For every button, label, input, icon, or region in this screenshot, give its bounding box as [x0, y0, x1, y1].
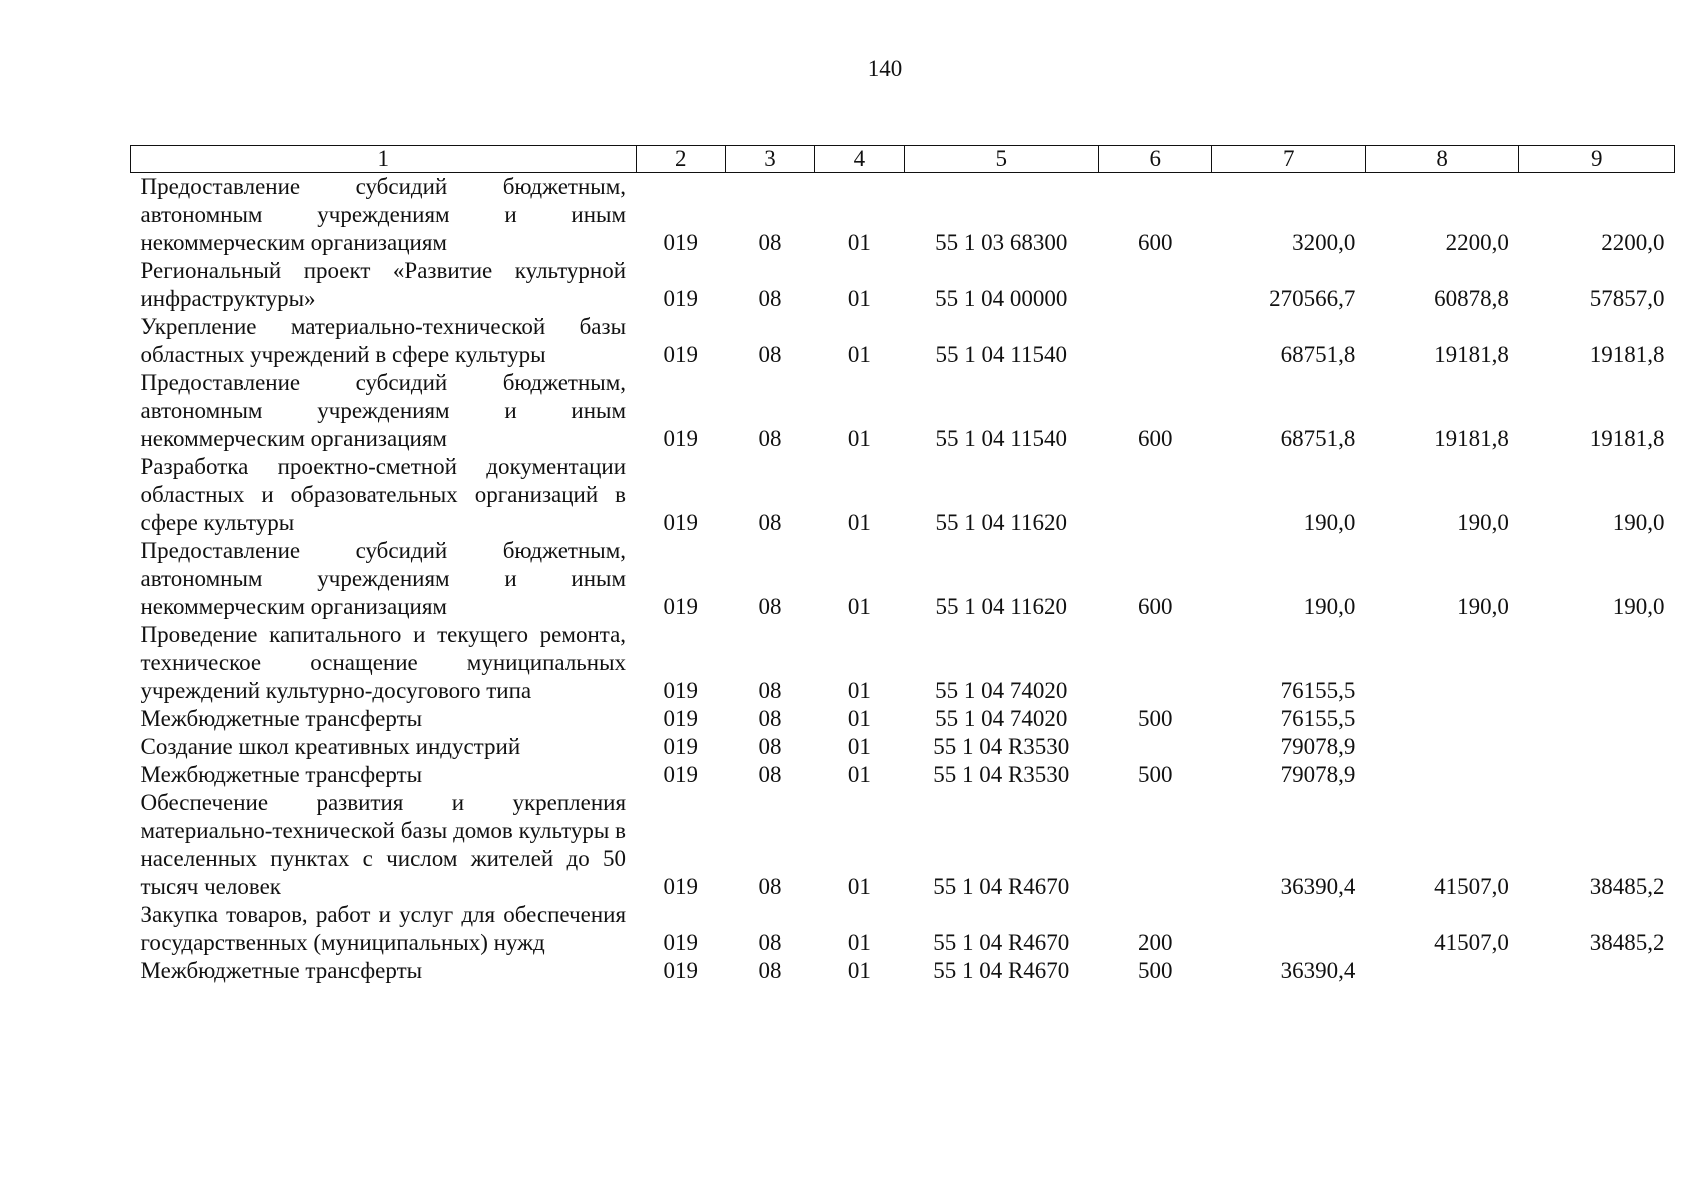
- row-expense-type: [1098, 313, 1212, 369]
- table-row: [131, 173, 1675, 258]
- row-ministry-code: 019: [663, 342, 698, 367]
- row-expense-type: [1098, 621, 1212, 705]
- page-number: 140: [867, 56, 903, 81]
- row-section-code: 08: [758, 426, 782, 451]
- row-amount-year-1: [1212, 901, 1365, 957]
- row-name: Предоставление субсидий бюджетным, автономным учреждениям и иным некоммерческим организациям: [140, 174, 627, 255]
- row-amount-year-3: 190,0: [1612, 510, 1665, 535]
- row-amount-year-1: 68751,8: [1280, 426, 1356, 451]
- row-amount-year-2: 19181,8: [1434, 426, 1509, 451]
- row-ministry-code: 019: [663, 510, 698, 535]
- table-row: [131, 537, 1675, 621]
- row-amount-year-2: [1365, 957, 1518, 985]
- row-section-code: 08: [758, 594, 782, 619]
- row-section-code: 08: [758, 286, 782, 311]
- row-amount-year-2: 60878,8: [1434, 286, 1509, 311]
- row-expense-type: 600: [1137, 230, 1173, 255]
- row-expense-type: 200: [1137, 930, 1173, 955]
- row-amount-year-2: 2200,0: [1445, 230, 1509, 255]
- row-amount-year-3: [1519, 705, 1675, 733]
- row-expense-type: 600: [1137, 426, 1173, 451]
- row-amount-year-2: [1365, 733, 1518, 761]
- row-amount-year-2: 190,0: [1457, 594, 1509, 619]
- row-amount-year-1: 68751,8: [1280, 342, 1356, 367]
- row-amount-year-2: [1365, 621, 1518, 705]
- header-col-6: 6: [1098, 146, 1212, 173]
- table-row: [131, 901, 1675, 957]
- row-ministry-code: 019: [663, 930, 698, 955]
- row-subsection-code: 01: [847, 958, 871, 983]
- row-section-code: 08: [758, 230, 782, 255]
- row-ministry-code: 019: [663, 734, 698, 759]
- row-amount-year-2: 41507,0: [1434, 874, 1509, 899]
- row-name: Создание школ креативных индустрий: [140, 734, 521, 759]
- row-subsection-code: 01: [847, 762, 871, 787]
- budget-table: [130, 145, 1675, 985]
- row-ministry-code: 019: [663, 426, 698, 451]
- row-expense-type: [1098, 789, 1212, 901]
- row-target-code: 55 1 04 R4670: [933, 874, 1070, 899]
- row-target-code: 55 1 04 R4670: [933, 930, 1070, 955]
- row-amount-year-3: 190,0: [1612, 594, 1665, 619]
- row-section-code: 08: [758, 678, 782, 703]
- row-amount-year-1: 190,0: [1303, 510, 1356, 535]
- table-body: [131, 173, 1675, 986]
- row-target-code: 55 1 04 11620: [935, 594, 1067, 619]
- row-name: Проведение капитального и текущего ремонта, техническое оснащение муниципальных учреждений культурно-досугового типа: [140, 622, 627, 703]
- row-target-code: 55 1 04 74020: [935, 678, 1068, 703]
- row-amount-year-1: 36390,4: [1280, 958, 1356, 983]
- table-row: [131, 621, 1675, 705]
- row-amount-year-1: 36390,4: [1280, 874, 1356, 899]
- row-ministry-code: 019: [663, 706, 698, 731]
- row-ministry-code: 019: [663, 958, 698, 983]
- row-amount-year-1: 270566,7: [1269, 286, 1356, 311]
- table-row: [131, 705, 1675, 733]
- row-amount-year-1: 79078,9: [1280, 734, 1356, 759]
- row-amount-year-2: 41507,0: [1434, 930, 1509, 955]
- row-subsection-code: 01: [847, 706, 871, 731]
- row-amount-year-3: 57857,0: [1589, 286, 1665, 311]
- row-subsection-code: 01: [847, 678, 871, 703]
- row-target-code: 55 1 04 R3530: [933, 734, 1070, 759]
- row-amount-year-1: 3200,0: [1292, 230, 1356, 255]
- row-target-code: 55 1 04 R3530: [933, 762, 1070, 787]
- row-name: Предоставление субсидий бюджетным, автономным учреждениям и иным некоммерческим организациям: [140, 370, 627, 451]
- row-target-code: 55 1 04 74020: [935, 706, 1068, 731]
- row-ministry-code: 019: [663, 678, 698, 703]
- row-target-code: 55 1 04 R4670: [933, 958, 1070, 983]
- header-col-8: 8: [1365, 146, 1518, 173]
- row-subsection-code: 01: [847, 510, 871, 535]
- row-expense-type: [1098, 453, 1212, 537]
- row-amount-year-2: 190,0: [1457, 510, 1509, 535]
- row-section-code: 08: [758, 958, 782, 983]
- header-col-1: 1: [131, 146, 637, 173]
- header-col-3: 3: [725, 146, 814, 173]
- row-ministry-code: 019: [663, 762, 698, 787]
- row-name: Региональный проект «Развитие культурной инфраструктуры»: [140, 258, 627, 311]
- row-section-code: 08: [758, 342, 782, 367]
- row-name: Межбюджетные трансферты: [140, 762, 423, 787]
- row-subsection-code: 01: [847, 594, 871, 619]
- header-col-4: 4: [815, 146, 904, 173]
- row-amount-year-1: 190,0: [1303, 594, 1356, 619]
- row-name: Предоставление субсидий бюджетным, автономным учреждениям и иным некоммерческим организациям: [140, 538, 627, 619]
- table-row: [131, 761, 1675, 789]
- row-amount-year-2: [1365, 705, 1518, 733]
- header-col-2: 2: [636, 146, 725, 173]
- row-amount-year-3: [1519, 621, 1675, 705]
- row-amount-year-3: 38485,2: [1589, 874, 1665, 899]
- table-row: [131, 789, 1675, 901]
- header-col-9: 9: [1519, 146, 1675, 173]
- row-amount-year-3: 38485,2: [1589, 930, 1665, 955]
- row-ministry-code: 019: [663, 286, 698, 311]
- row-amount-year-3: 19181,8: [1589, 342, 1665, 367]
- row-expense-type: 600: [1137, 594, 1173, 619]
- row-subsection-code: 01: [847, 230, 871, 255]
- row-expense-type: [1098, 257, 1212, 313]
- row-target-code: 55 1 04 11540: [935, 342, 1067, 367]
- row-amount-year-3: 2200,0: [1601, 230, 1665, 255]
- table-row: [131, 313, 1675, 369]
- row-amount-year-1: 76155,5: [1280, 706, 1356, 731]
- row-section-code: 08: [758, 762, 782, 787]
- row-amount-year-3: [1519, 957, 1675, 985]
- row-amount-year-2: 19181,8: [1434, 342, 1509, 367]
- header-col-5: 5: [904, 146, 1098, 173]
- row-name: Закупка товаров, работ и услуг для обеспечения государственных (муниципальных) нужд: [140, 902, 627, 955]
- row-name: Обеспечение развития и укрепления материально-технической базы домов культуры в населенных пунктах с числом жителей до 50 тысяч человек: [140, 790, 627, 899]
- row-subsection-code: 01: [847, 286, 871, 311]
- row-section-code: 08: [758, 930, 782, 955]
- row-section-code: 08: [758, 734, 782, 759]
- row-expense-type: 500: [1137, 958, 1173, 983]
- header-col-7: 7: [1212, 146, 1365, 173]
- row-amount-year-1: 76155,5: [1280, 678, 1356, 703]
- table-row: [131, 957, 1675, 985]
- row-target-code: 55 1 04 11620: [935, 510, 1067, 535]
- row-amount-year-3: 19181,8: [1589, 426, 1665, 451]
- row-amount-year-3: [1519, 761, 1675, 789]
- row-amount-year-3: [1519, 733, 1675, 761]
- row-expense-type: 500: [1137, 706, 1173, 731]
- row-expense-type: 500: [1137, 762, 1173, 787]
- row-target-code: 55 1 03 68300: [935, 230, 1068, 255]
- row-name: Разработка проектно-сметной документации областных и образовательных организаций в сфере культуры: [140, 454, 627, 535]
- row-subsection-code: 01: [847, 874, 871, 899]
- row-subsection-code: 01: [847, 426, 871, 451]
- row-name: Укрепление материально-технической базы областных учреждений в сфере культуры: [140, 314, 627, 367]
- row-ministry-code: 019: [663, 594, 698, 619]
- row-amount-year-1: 79078,9: [1280, 762, 1356, 787]
- row-section-code: 08: [758, 874, 782, 899]
- row-name: Межбюджетные трансферты: [140, 958, 423, 983]
- table-row: [131, 257, 1675, 313]
- row-ministry-code: 019: [663, 874, 698, 899]
- table-row: [131, 733, 1675, 761]
- table-row: [131, 369, 1675, 453]
- row-amount-year-2: [1365, 761, 1518, 789]
- row-name: Межбюджетные трансферты: [140, 706, 423, 731]
- row-target-code: 55 1 04 11540: [935, 426, 1067, 451]
- row-subsection-code: 01: [847, 342, 871, 367]
- row-subsection-code: 01: [847, 734, 871, 759]
- table-row: [131, 453, 1675, 537]
- row-expense-type: [1098, 733, 1212, 761]
- row-target-code: 55 1 04 00000: [935, 286, 1068, 311]
- row-subsection-code: 01: [847, 930, 871, 955]
- row-ministry-code: 019: [663, 230, 698, 255]
- row-section-code: 08: [758, 510, 782, 535]
- header-row: [131, 146, 1675, 173]
- row-section-code: 08: [758, 706, 782, 731]
